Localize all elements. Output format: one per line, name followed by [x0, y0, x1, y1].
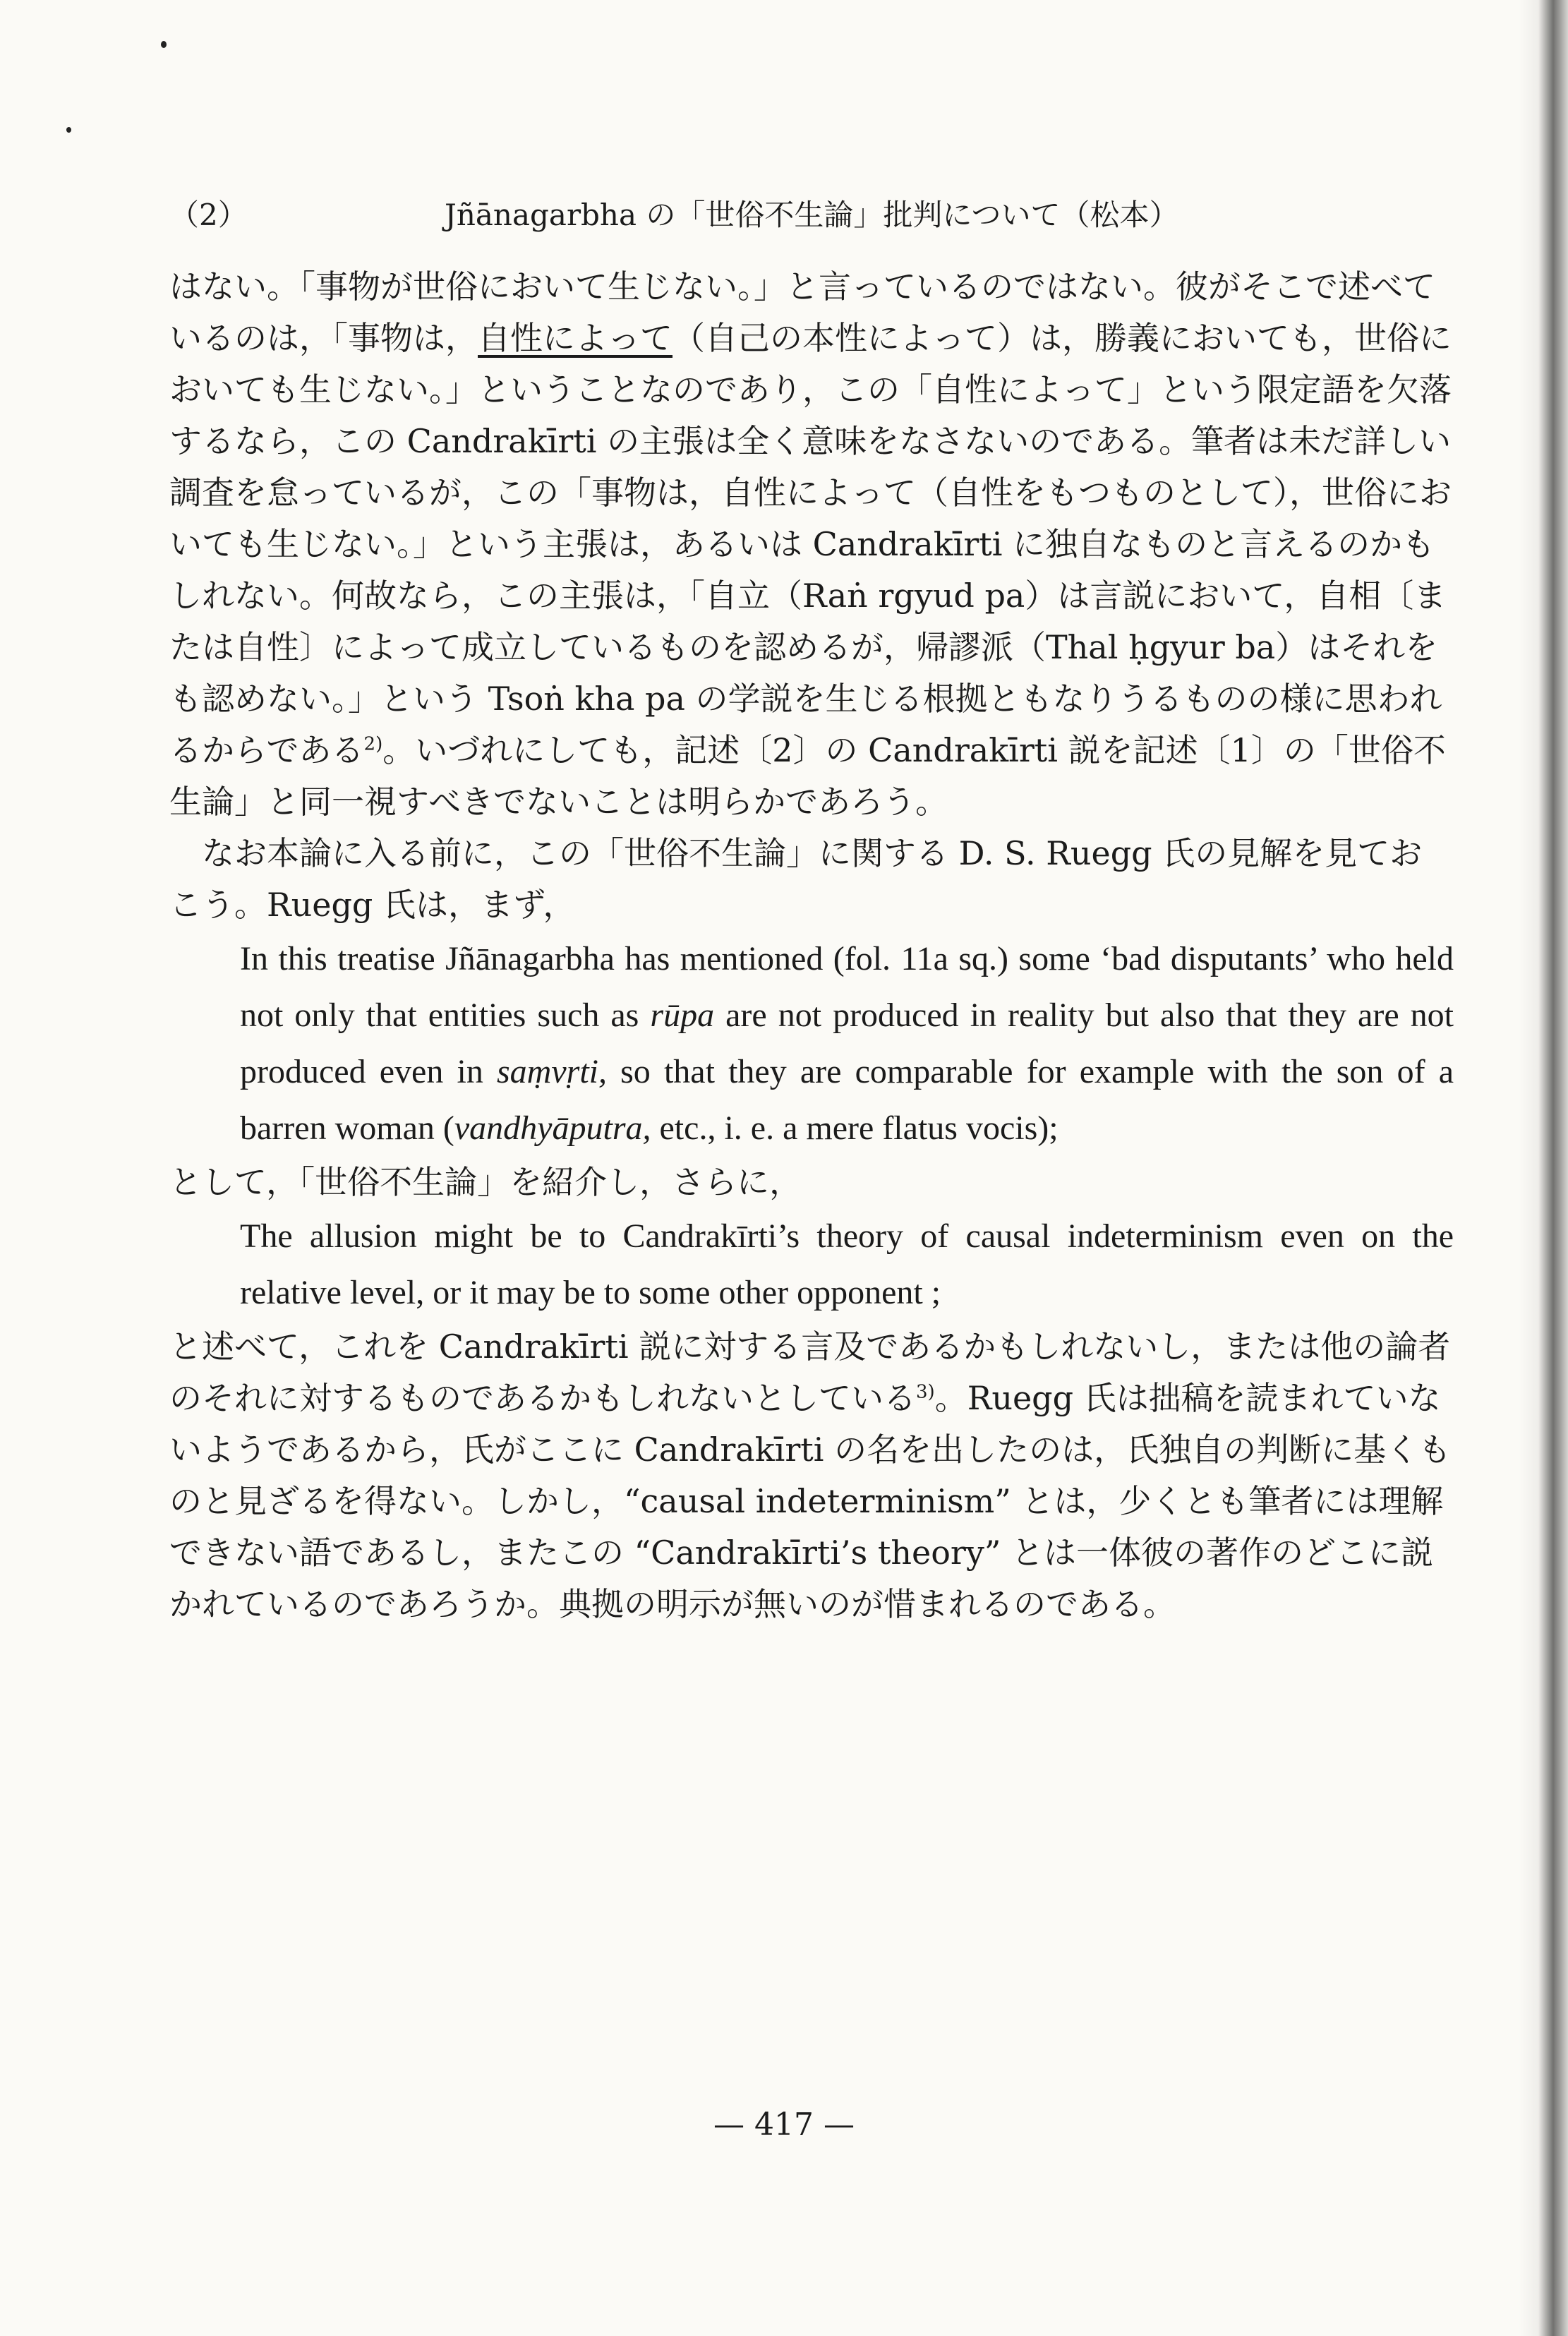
- paragraph-2: なお本論に入る前に，この「世俗不生論」に関する D. S. Ruegg 氏の見解を見ておこう。Ruegg 氏は，まず，: [169, 834, 1423, 924]
- scan-speck: [66, 127, 71, 133]
- text-run: 。いづれにしても，記述〔2〕の Candrakīrti 説を記述〔1〕の「世俗不生論」と同一視すべきでないことは明らかであろう。: [169, 731, 1446, 821]
- text-run: （自己の本性によって）は，勝義においても，世俗においても生じない。」ということなのであり，この「自性によって」という限定語を欠落するなら，この Candrakīrti の主張は全く意味をなさないのである。筆者は未だ詳しい調査を怠っているが，この「事物は，自性によって（自性をもつものとして），世俗においても生じない。」という主張は，あるいは Candrakīrti に独自なものと言えるのかもしれない。何故なら，この主張は，「自立（Raṅ rgyud pa）は言説において，自相〔または自性〕によって成立しているものを認めるが，帰謬派（Thal ḥgyur ba）はそれをも認めない。」という Tsoṅ kha pa の学説を生じる根拠ともなりうるものの様に思われるからである: [169, 319, 1452, 769]
- text-run: In this treatise Jñānagarbha has mentioned (fol. 11a sq.) some ‘bad disputants’ who held not only that entities such as: [240, 940, 1454, 1034]
- running-header: [169, 191, 1482, 240]
- header-title: Jñānagarbha の「世俗不生論」批判について（松本）: [445, 198, 1179, 232]
- text-run: are not produced in reality but also that they are not produced even in: [240, 997, 1454, 1090]
- text-run: 。Ruegg 氏は拙稿を読まれていないようであるから，氏がここに Candrakīrti の名を出したのは，氏独自の判断に基くものと見ざるを得ない。しかし，“causal indeterminism” とは，少くとも筆者には理解できない語であるし，またこの “Candrakīrti’s theory” とは一体彼の著作のどこに説かれているのであろうか。典拠の明示が無いのが惜まれるのである。: [169, 1379, 1452, 1623]
- italic-term: saṃvṛti,: [496, 1053, 607, 1090]
- book-binding-shadow: [1519, 0, 1568, 2336]
- text-run: so that they are comparable for example with the son of a barren woman (: [240, 1053, 1454, 1147]
- italic-term: rūpa: [650, 997, 715, 1034]
- underlined-term: 自性によって: [478, 319, 673, 357]
- text-run: はない。「事物が世俗において生じない。」と言っているのではない。彼がそこで述べているのは，「事物は，: [169, 267, 1435, 357]
- text-run: etc., i. e. a mere flatus vocis);: [651, 1109, 1059, 1147]
- main-text: [169, 261, 1454, 1630]
- paragraph-4: [169, 1321, 1454, 1630]
- paragraph-1: [169, 261, 1454, 828]
- page-number: — 417 —: [713, 2107, 855, 2143]
- footnote-ref-3: 3): [916, 1381, 935, 1403]
- block-quote-2: The allusion might be to Candrakīrti’s theory of causal indeterminism even on the relative level, or it may be to some other opponent ;: [240, 1217, 1454, 1311]
- footnote-ref-2: 2): [363, 733, 383, 755]
- italic-term: vandhyāputra,: [454, 1109, 651, 1147]
- text-run: と述べて，これを Candrakīrti 説に対する言及であるかもしれないし，または他の論者のそれに対するものであるかもしれないとしている: [169, 1327, 1451, 1417]
- header-page-label: （2）: [169, 198, 248, 232]
- scan-speck: [161, 41, 167, 48]
- block-quote-1: [240, 931, 1454, 1157]
- paragraph-3: として，「世俗不生論」を紹介し，さらに，: [169, 1163, 802, 1201]
